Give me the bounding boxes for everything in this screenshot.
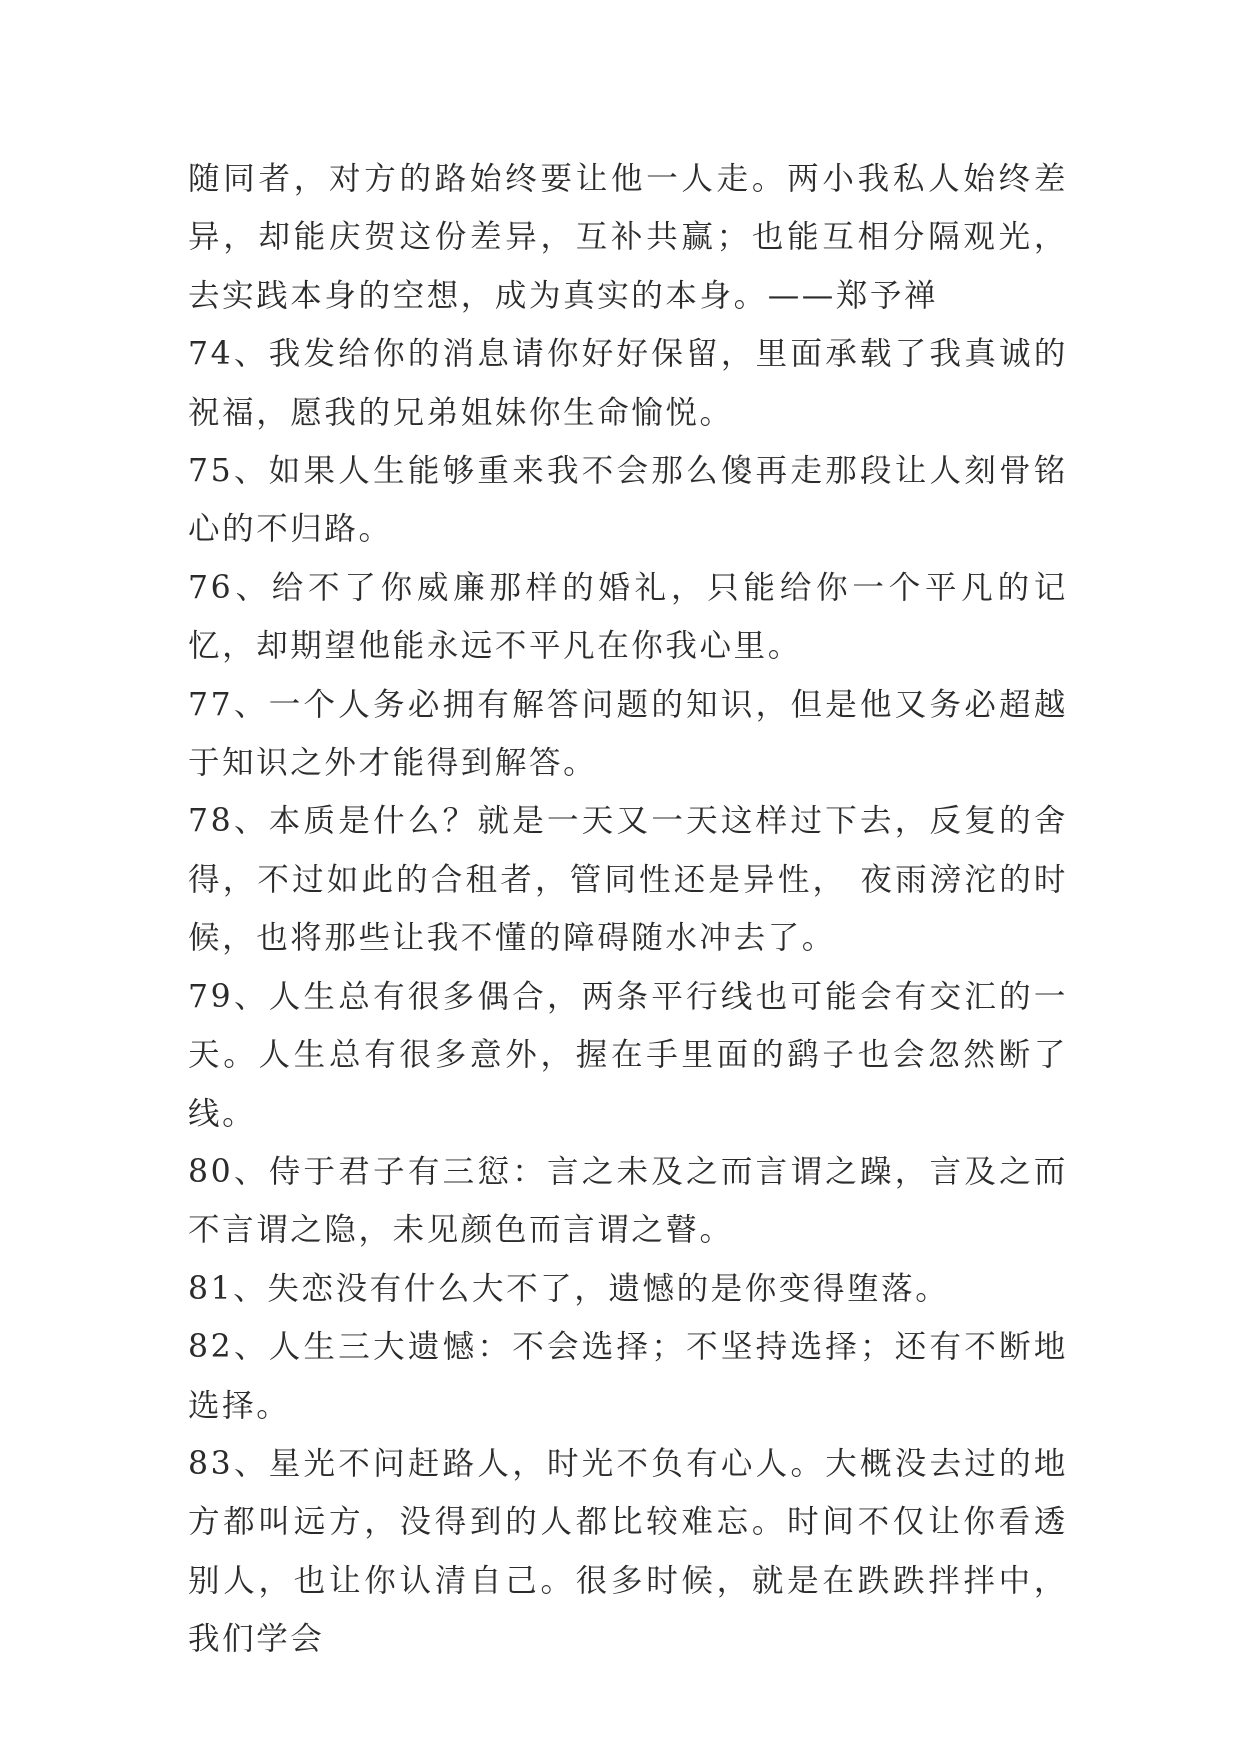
paragraph-81: 81、失恋没有什么大不了，遗憾的是你变得堕落。 (188, 1270, 950, 1307)
paragraph-75: 75、如果人生能够重来我不会那么傻再走那段让人刻骨铭心的不归路。 (188, 453, 1068, 548)
paragraph-79: 79、人生总有很多偶合，两条平行线也可能会有交汇的一天。人生总有很多意外，握在手里面的鹞子也会忽然断了线。 (188, 978, 1068, 1132)
paragraph-continuation: 随同者，对方的路始终要让他一人走。两小我私人始终差异，却能庆贺这份差异，互补共赢；也能互相分隔观光，去实践本身的空想，成为真实的本身。——郑予禅 (188, 161, 1068, 314)
document-body (188, 150, 1068, 1669)
paragraph-76: 76、给不了你威廉那样的婚礼，只能给你一个平凡的记忆，却期望他能永远不平凡在你我心里。 (188, 569, 1068, 665)
paragraph-78: 78、本质是什么？就是一天又一天这样过下去，反复的舍得，不过如此的合租者，管同性还是异性， 夜雨滂沱的时候，也将那些让我不懂的障碍随水冲去了。 (188, 803, 1068, 957)
paragraph-74: 74、我发给你的消息请你好好保留，里面承载了我真诚的祝福，愿我的兄弟姐妹你生命愉悦。 (188, 336, 1068, 431)
paragraph-80: 80、侍于君子有三愆：言之未及之而言谓之躁，言及之而不言谓之隐，未见颜色而言谓之瞽。 (188, 1153, 1068, 1249)
paragraph-82: 82、人生三大遗憾：不会选择；不坚持选择；还有不断地选择。 (188, 1329, 1068, 1424)
paragraph-77: 77、一个人务必拥有解答问题的知识，但是他又务必超越于知识之外才能得到解答。 (188, 686, 1068, 782)
paragraph-83: 83、星光不问赶路人，时光不负有心人。大概没去过的地方都叫远方，没得到的人都比较难忘。时间不仅让你看透别人，也让你认清自己。很多时候，就是在跌跌拌拌中，我们学会 (188, 1445, 1068, 1658)
